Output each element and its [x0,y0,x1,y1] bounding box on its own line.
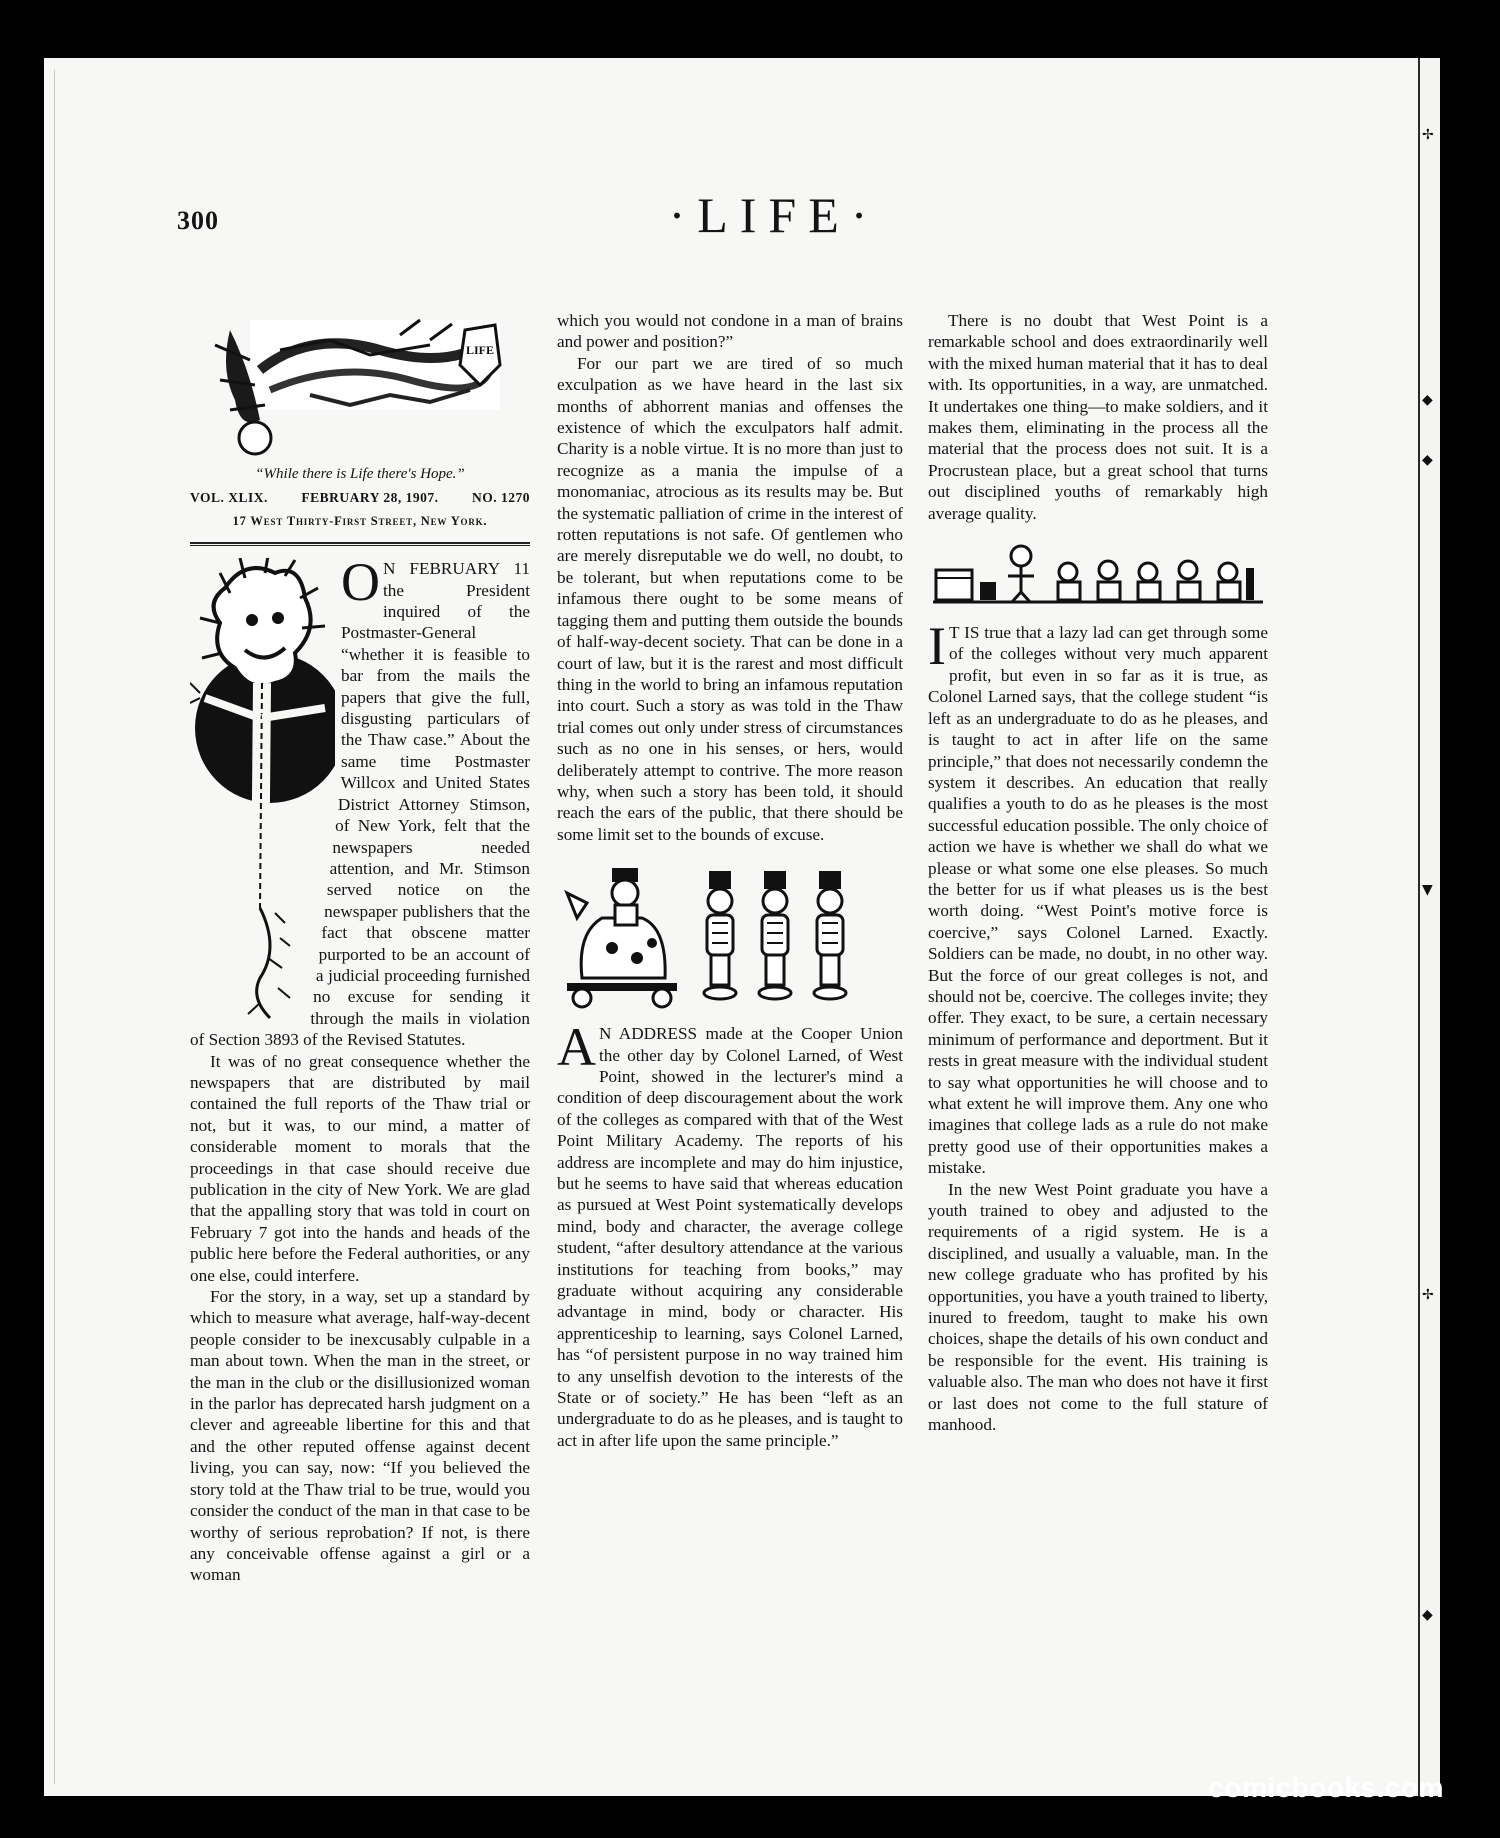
vignette-shield-label: LIFE [465,343,495,357]
masthead-title: ·LIFE· [668,187,880,243]
binding-mark-icon: ▼ [1422,882,1433,898]
demon-illustration [190,558,335,1028]
article-paragraph: For the story, in a way, set up a standard by which to measure what average, half-way-decent people consider to be inexcusably culpable in a man about town. When the man in the street, or the man in the club or the disillusionized woman in the parlor has deprecated harsh judgment on a clever and agreeable libertine for this and that and the other reputed offense against decent living, you can say, now: “If you believed the story told at the Thaw trial to be true, would you consider the conduct of the man in that case to be worthy of serious reprobation? If not, is there any conceivable offense against a girl or a woman [190,1287,530,1585]
binding-mark-icon: ✢ [1422,1287,1434,1303]
article-paragraph: In the new West Point graduate you have a youth trained to obey and adjusted to the requirements of a rigid system. He is a disciplined, and usually a valuable, man. In the new college graduate who has profited by his opportunities, you have a youth trained to liberty, inured to freedom, taught to make his own choices, shape the details of his own conduct and be responsible for the event. His training is valuable also. The man who does not have it first or last does not come to the full stature of manhood. [928,1179,1268,1435]
article-lead-paragraph: N FEBRUARY 11 the President inquired of the Postmaster-General “whether it is feasible to bar from the mails the papers that give the full, disgusting particulars of the Thaw case.” About the same time Postmaster Willcox and United States District Attorney Stimson, of New York, felt that the newspapers needed attention, and Mr. Stimson served notice on the newspaper publishers that the fact that obscene matter purported to be an account of a judicial proceeding furnished no excuse for sending it through the mails in violation of Section 3893 of the Revised Statutes. [190,559,530,1050]
article-paragraph: T IS true that a lazy lad can get through some of the colleges without very much apparent profit, but even in so far as it is true, as Colonel Larned says, that the college student “is left as an undergraduate to do as he pleases, and is taught to act in after life on the same principle,” that does not necessarily condemn the system it describes. An education that really qualifies a youth to do as he pleases is the most successful education possible. The only choice of action we have is whether we shall do what we please or what some one else pleases. So much the better for us if what pleases us is the best worth doing. “West Point's motive force is coercive,” says Colonel Larned. Exactly. Soldiers can be made, no doubt, in no other way. But the force of our great colleges is not, and should not be, coercive. The colleges invite; they offer. They exact, to be sure, a certain necessary minimum of performance and deportment. But it rests in great measure with the individual student to say what opportunities he will choose and to what extent he will improve them. Any one who imagines that college lads as a rule do not make pretty good use of their opportunities makes a mistake. [928,623,1268,1178]
binding-mark-icon: ◆ [1422,1607,1433,1623]
binding-mark-icon: ✢ [1422,127,1434,143]
schoolroom-illustration [928,542,1268,608]
column-right [928,310,1268,1436]
article-paragraph: There is no doubt that West Point is a remarkable school and does extraordinarily well with the mixed human material that it has to deal with. Its opportunities, in a way, are unmatched. It undertakes one thing—to make soldiers, and it makes them, eliminating in the process all the material that the process does not suit. It is a Procrustean place, but a great school that turns out disciplined youths of remarkably high average quality. [928,311,1268,523]
masthead-vignette-illustration [190,310,530,460]
volume-number: VOL. XLIX. [190,490,268,506]
magazine-page [44,58,1440,1796]
issue-date: FEBRUARY 28, 1907. [301,490,439,506]
page-inner-edge [54,70,55,1784]
page-number: 300 [177,206,219,235]
article-paragraph: which you would not condone in a man of brains and power and position?” [557,311,903,352]
dropcap-i: I [928,616,946,677]
toy-soldiers-illustration [557,863,903,1013]
binding-gutter [1418,58,1440,1796]
lead-article [190,552,530,1050]
motto-caption: “While there is Life there's Hope.” [255,466,465,482]
column-middle [557,310,903,1451]
column-left [190,310,530,1586]
dropcap-a: A [557,1017,596,1078]
publisher-address: 17 West Thirty-First Street, New York. [232,513,488,528]
article-paragraph: N ADDRESS made at the Cooper Union the other day by Colonel Larned, of West Point, showed in the lecturer's mind a condition of deep discouragement about the work of the colleges as compared with that of the West Point Military Academy. The reports of his address are incomplete and may do him injustice, but he seems to have said that whereas education as pursued at West Point systematically develops mind, body and character, the average college student, “after desultory attendance at the various institutions for teaching from books,” may graduate without acquiring any considerable advantage in mind, body or character. His apprenticeship to learning, says Colonel Larned, has “of persistent purpose in no way trained him to any unselfish devotion to the interests of the State or of society.” He has been “left as an undergraduate to do as he pleases, and is taught to act in after life upon the same principle.” [557,1024,903,1450]
binding-mark-icon: ◆ [1422,452,1433,468]
article-paragraph: It was of no great consequence whether the newspapers that are distributed by mail contained the full reports of the Thaw trial or not, but it was, to our mind, a matter of considerable moment to morals that the proceedings in that case should receive due publication in the city of New York. We are glad that the appalling story that was told in court on February 7 got into the hands and heads of the public here before the Federal authorities, or any one else, could interfere. [190,1051,530,1285]
dropcap-o: O [341,552,380,613]
volume-line [190,487,530,508]
issue-number: NO. 1270 [472,490,530,506]
binding-mark-icon: ◆ [1422,392,1433,408]
source-watermark: comicbooks.com [1208,1772,1444,1803]
header-rule [190,542,530,546]
article-paragraph: For our part we are tired of so much exculpation as we have heard in the last six months of abhorrent manias and offenses the existence of which the exculpators half admit. Charity is a noble virtue. It is no more than just to recognize as a mania the impulse of a monomaniac, atrocious as its results may be. But the systematic palliation of crime in the interest of rotten reputations is not safe. Of gentlemen who are merely disreputable we do well, no doubt, to be tolerant, but when reputations come to be infamous there ought to be some means of tagging them and putting them outside the bounds of half-way-decent society. That can be done in a court of law, but it is the rarest and most difficult thing in the world to bring an infamous reputation into court. Such a story as was told in the Thaw trial comes out only under stress of circumstances such as no one in his senses, or hers, would deliberately attempt to contrive. The more reason why, when such a story has been told, it should reach the ears of the public, that there should be some limit set to the bounds of excuse. [557,353,903,844]
